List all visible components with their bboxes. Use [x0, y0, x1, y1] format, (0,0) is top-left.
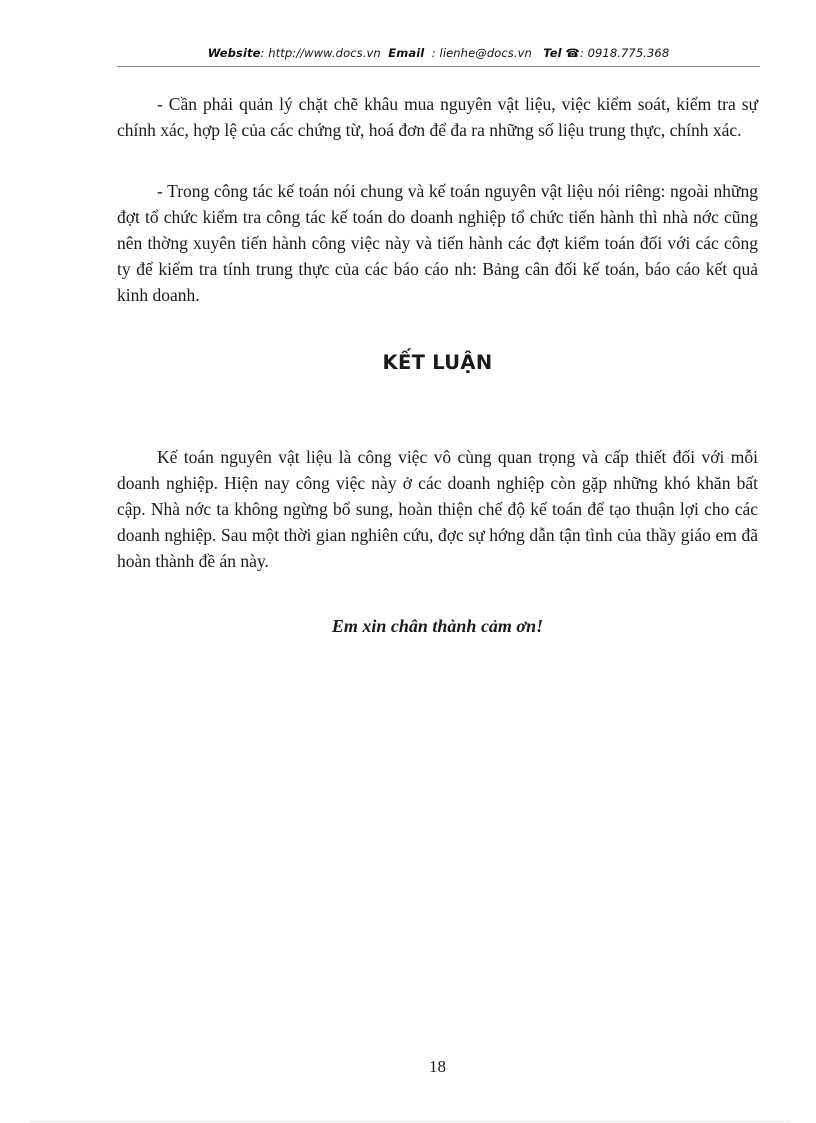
email-address: : lienhe@docs.vn: [431, 46, 532, 60]
phone-icon: ☎: [565, 46, 580, 60]
page-number: 18: [429, 1057, 446, 1076]
header-divider: [117, 66, 760, 67]
tel-label: Tel: [543, 46, 562, 60]
page-header: [117, 46, 760, 60]
body-paragraph-1: - Cần phải quản lý chặt chẽ khâu mua nguyên vật liệu, việc kiểm soát, kiểm tra sự chính xác, hợp lệ của các chứng từ, hoá đơn để đa ra những số liệu trung thực, chính xác.: [117, 94, 758, 140]
email-label: Email: [388, 46, 425, 60]
body-paragraph-2: - Trong công tác kế toán nói chung và kế toán nguyên vật liệu nói riêng: ngoài những đợt tổ chức kiểm tra công tác kế toán do doanh nghiệp tổ chức tiến hành thì nhà nớc cũng nên thờng xuyên tiến hành công việc này và tiến hành các đợt kiểm toán đối với các công ty để kiểm tra tính trung thực của các báo cáo nh: Bảng cân đối kế toán, báo cáo kết quả kinh doanh.: [117, 181, 758, 305]
closing-thanks: Em xin chân thành cảm ơn!: [331, 616, 544, 636]
conclusion-paragraph: Kế toán nguyên vật liệu là công việc vô cùng quan trọng và cấp thiết đối với mỗi doanh nghiệp. Hiện nay công việc này ở các doanh nghiệp còn gặp những khó khăn bất cập. Nhà nớc ta không ngừng bổ sung, hoàn thiện chế độ kế toán để tạo thuận lợi cho các doanh nghiệp. Sau một thời gian nghiên cứu, đợc sự hớng dẫn tận tình của thầy giáo em đã hoàn thành đề án này.: [117, 447, 758, 571]
section-heading: KẾT LUẬN: [382, 351, 493, 374]
website-url: : http://www.docs.vn: [260, 46, 381, 60]
footer-divider: [30, 1121, 790, 1122]
website-label: Website: [207, 46, 261, 60]
tel-number: : 0918.775.368: [579, 46, 670, 60]
